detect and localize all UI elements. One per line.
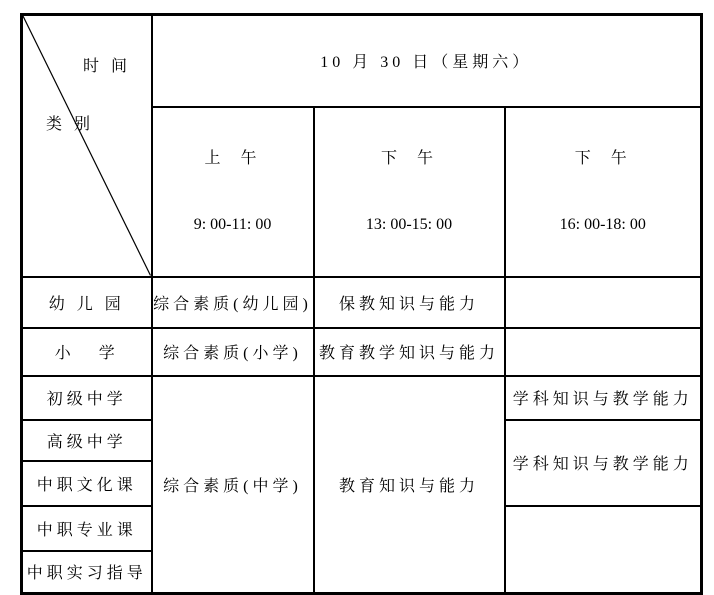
corner-category-label: 类 别 xyxy=(46,116,95,133)
subject-senior-afternoon2: 学科知识与教学能力 xyxy=(505,420,702,506)
session-afternoon2-label: 下 午 xyxy=(574,149,631,167)
session-afternoon2-cell xyxy=(505,107,702,277)
subject-kindergarten-morning: 综合素质(幼儿园) xyxy=(152,277,314,328)
session-afternoon1-time: 13: 00-15: 00 xyxy=(365,215,453,233)
session-afternoon2-time: 16: 00-18: 00 xyxy=(559,215,646,233)
session-afternoon1-label: 下 午 xyxy=(380,149,437,167)
subject-secondary-afternoon1: 教育知识与能力 xyxy=(314,376,505,594)
subject-primary-morning: 综合素质(小学) xyxy=(152,328,314,376)
row-primary xyxy=(22,328,702,376)
header-date-row xyxy=(22,15,702,107)
session-morning-cell xyxy=(152,107,314,277)
subject-junior-afternoon2: 学科知识与教学能力 xyxy=(505,376,702,420)
category-vocational-specialty: 中职专业课 xyxy=(22,506,152,551)
session-morning-time: 9: 00-11: 00 xyxy=(193,215,272,233)
row-junior-secondary xyxy=(22,376,702,420)
category-junior-secondary: 初级中学 xyxy=(22,376,152,420)
subject-primary-afternoon1: 教育教学知识与能力 xyxy=(314,328,505,376)
category-vocational-culture: 中职文化课 xyxy=(22,461,152,506)
row-kindergarten xyxy=(22,277,702,328)
empty-cell-primary-afternoon2 xyxy=(505,328,702,376)
date-header-cell: 10 月 30 日（星期六） xyxy=(152,15,702,107)
subject-secondary-morning: 综合素质(中学) xyxy=(152,376,314,594)
category-kindergarten: 幼 儿 园 xyxy=(22,277,152,328)
exam-schedule-table xyxy=(20,13,703,595)
empty-cell-kindergarten-afternoon2 xyxy=(505,277,702,328)
session-afternoon1-cell xyxy=(314,107,505,277)
category-primary: 小 学 xyxy=(22,328,152,376)
empty-cell-vocational-afternoon2 xyxy=(505,506,702,594)
category-vocational-internship: 中职实习指导 xyxy=(22,551,152,594)
subject-kindergarten-afternoon1: 保教知识与能力 xyxy=(314,277,505,328)
category-senior-secondary: 高级中学 xyxy=(22,420,152,461)
corner-time-label: 时 间 xyxy=(83,58,132,75)
schedule-grid xyxy=(20,13,703,595)
session-morning-label: 上 午 xyxy=(204,149,261,167)
corner-header-cell xyxy=(22,15,152,277)
